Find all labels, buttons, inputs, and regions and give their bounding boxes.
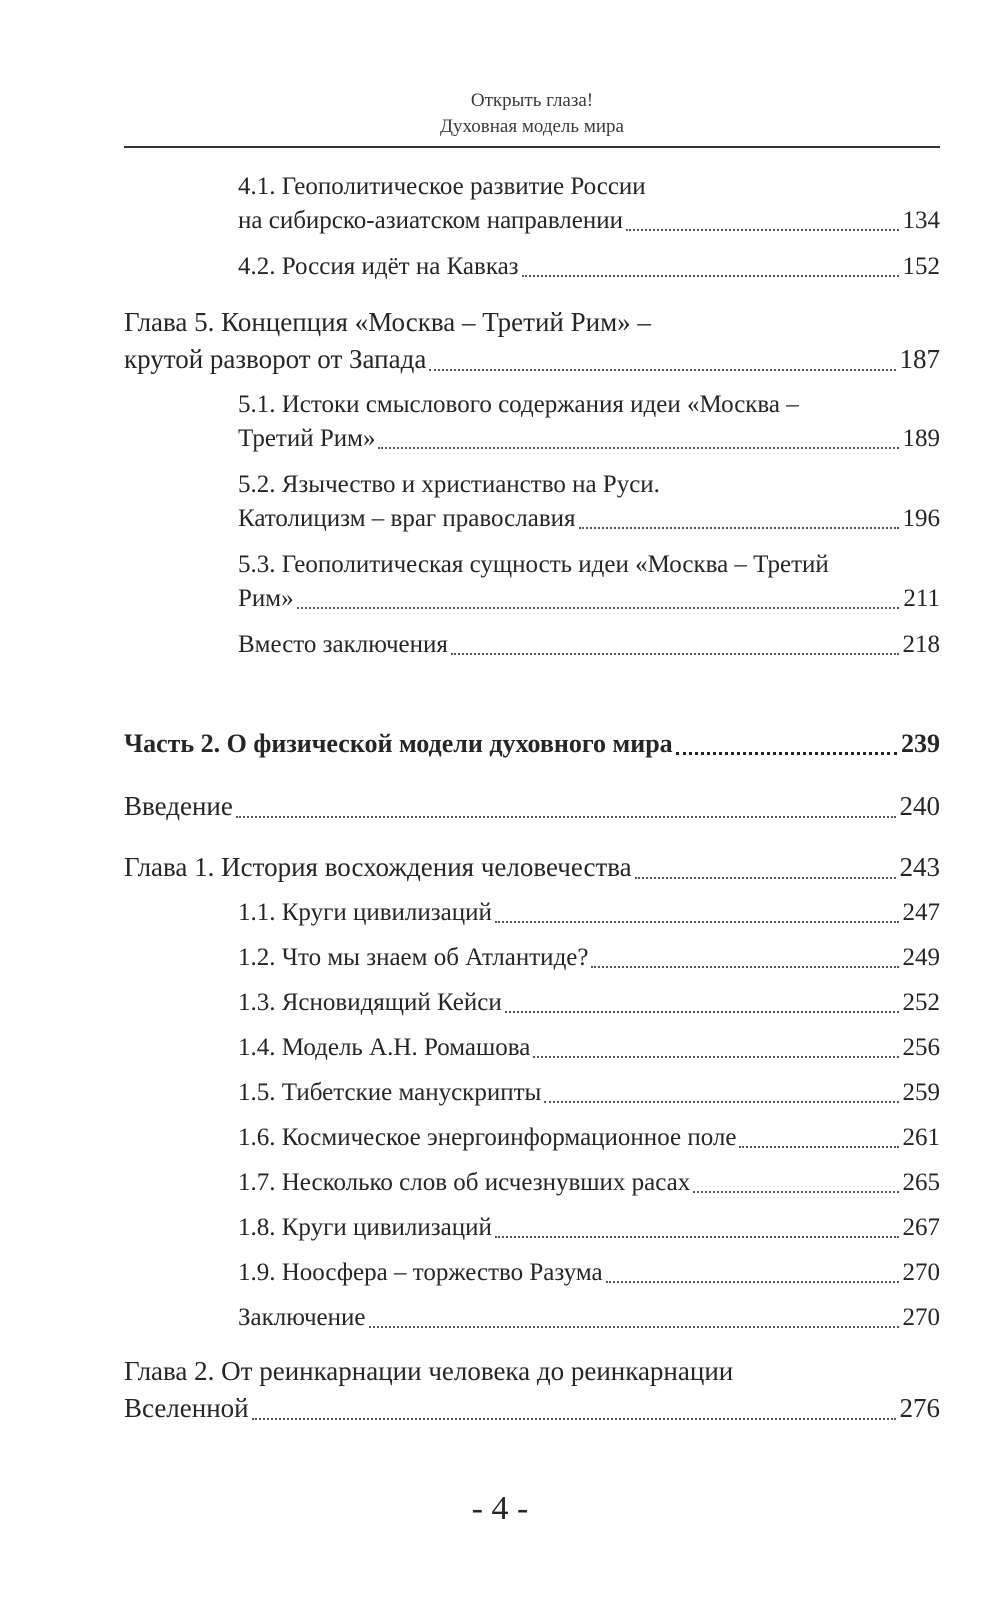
toc-page-number: 270 <box>902 1259 940 1286</box>
toc-entry-title: 1.8. Круги цивилизаций <box>238 1214 492 1241</box>
toc-entry-title: на сибирско-азиатском направлении <box>238 207 623 234</box>
toc-page-number: 187 <box>899 344 940 374</box>
dot-leader <box>676 752 897 755</box>
toc-entry-title: 1.4. Модель А.Н. Ромашова <box>238 1034 531 1061</box>
dot-leader <box>693 1191 898 1193</box>
dot-leader <box>495 1236 899 1238</box>
dot-leader <box>451 653 899 655</box>
toc-entry-title: 1.9. Ноосфера – торжество Разума <box>238 1259 603 1286</box>
toc-entry-title: Рим» <box>238 585 294 612</box>
toc-entry-5-3 <box>124 548 940 616</box>
toc-entry-1-7 <box>124 1166 940 1200</box>
toc-page-number: 152 <box>902 253 940 280</box>
toc-entry-title: крутой разворот от Запада <box>124 344 427 374</box>
toc-page-number: 256 <box>902 1034 940 1061</box>
header-line-1: Открыть глаза! <box>470 90 594 111</box>
header-line-2: Духовная модель мира <box>440 116 624 137</box>
toc-page-number: 265 <box>902 1169 940 1196</box>
toc-entry-4-1 <box>124 170 940 238</box>
dot-leader <box>591 966 898 968</box>
toc-entry-title: Введение <box>124 791 233 821</box>
toc-entry-1-6 <box>124 1121 940 1155</box>
dot-leader <box>369 1326 899 1328</box>
toc-entry-4-2 <box>124 250 940 284</box>
toc-entry-conclusion-ch1 <box>124 1301 940 1335</box>
toc-page-number: 218 <box>902 631 940 658</box>
dot-leader <box>252 1418 896 1420</box>
toc-entry-chapter-1 <box>124 849 940 886</box>
toc-page-number: 189 <box>902 425 940 452</box>
toc-entry-title: 1.1. Круги цивилизаций <box>238 899 492 926</box>
toc-entry-title: 1.6. Космическое энергоинформационное поле <box>238 1124 737 1151</box>
toc-entry-1-8 <box>124 1211 940 1245</box>
toc-page-number: 252 <box>902 989 940 1016</box>
toc-page-number: 196 <box>902 505 940 532</box>
dot-leader <box>297 607 900 609</box>
toc-entry-1-1 <box>124 896 940 930</box>
page-number-footer: - 4 - <box>471 1490 529 1527</box>
toc-entry-title: Заключение <box>238 1304 366 1331</box>
toc-page-number: 267 <box>902 1214 940 1241</box>
table-of-contents <box>124 170 940 1427</box>
toc-entry-title: 1.5. Тибетские манускрипты <box>238 1079 542 1106</box>
toc-entry-title: 5.3. Геополитическая сущность идеи «Москва – Третий <box>238 551 829 578</box>
toc-page-number: 270 <box>902 1304 940 1331</box>
toc-entry-chapter-5 <box>124 304 940 378</box>
toc-entry-1-2 <box>124 941 940 975</box>
toc-entry-title: 1.3. Ясновидящий Кейси <box>238 989 502 1016</box>
toc-entry-title: 4.1. Геополитическое развитие России <box>238 173 646 200</box>
dot-leader <box>522 275 899 277</box>
toc-page-number: 276 <box>899 1393 940 1423</box>
toc-entry-1-3 <box>124 986 940 1020</box>
toc-entry-5-2 <box>124 468 940 536</box>
dot-leader <box>739 1146 898 1148</box>
dot-leader <box>429 369 895 371</box>
toc-page-number: 247 <box>902 899 940 926</box>
toc-entry-chapter-2 <box>124 1353 940 1427</box>
toc-entry-1-9 <box>124 1256 940 1290</box>
toc-page-number: 261 <box>902 1124 940 1151</box>
dot-leader <box>626 229 899 231</box>
toc-entry-1-5 <box>124 1076 940 1110</box>
header-rule <box>124 146 940 148</box>
dot-leader <box>606 1281 899 1283</box>
toc-entry-introduction <box>124 788 940 825</box>
toc-entry-title: Часть 2. О физической модели духовного мира <box>124 729 673 758</box>
toc-page-number: 211 <box>903 585 940 612</box>
toc-entry-title: 1.2. Что мы знаем об Атлантиде? <box>238 944 589 971</box>
dot-leader <box>635 877 896 879</box>
toc-page-number: 259 <box>902 1079 940 1106</box>
toc-entry-title: 1.7. Несколько слов об исчезнувших расах <box>238 1169 691 1196</box>
toc-entry-title: Католицизм – враг православия <box>238 505 576 532</box>
toc-page-number: 249 <box>902 944 940 971</box>
toc-page-number: 240 <box>899 791 940 821</box>
toc-entry-conclusion-part1 <box>124 628 940 662</box>
toc-entry-title: Третий Рим» <box>238 425 376 452</box>
dot-leader <box>495 921 899 923</box>
toc-entry-title: Вместо заключения <box>238 631 448 658</box>
toc-entry-title: Вселенной <box>124 1393 249 1423</box>
dot-leader <box>579 527 899 529</box>
dot-leader <box>544 1101 898 1103</box>
toc-entry-title: 5.2. Язычество и христианство на Руси. <box>238 471 660 498</box>
dot-leader <box>505 1011 899 1013</box>
toc-entry-5-1 <box>124 388 940 456</box>
dot-leader <box>236 816 896 818</box>
toc-entry-title: 4.2. Россия идёт на Кавказ <box>238 253 519 280</box>
toc-entry-title: Глава 2. От реинкарнации человека до реинкарнации <box>124 1356 734 1386</box>
toc-entry-title: Глава 5. Концепция «Москва – Третий Рим» – <box>124 307 651 337</box>
running-header <box>124 88 940 140</box>
dot-leader <box>533 1056 898 1058</box>
toc-entry-title: Глава 1. История восхождения человечества <box>124 852 632 882</box>
dot-leader <box>378 447 898 449</box>
toc-entry-1-4 <box>124 1031 940 1065</box>
toc-page-number: 239 <box>901 729 940 758</box>
toc-entry-part-2 <box>124 726 940 762</box>
toc-page-number: 134 <box>902 207 940 234</box>
toc-entry-title: 5.1. Истоки смыслового содержания идеи «Москва – <box>238 391 799 418</box>
toc-page-number: 243 <box>899 852 940 882</box>
